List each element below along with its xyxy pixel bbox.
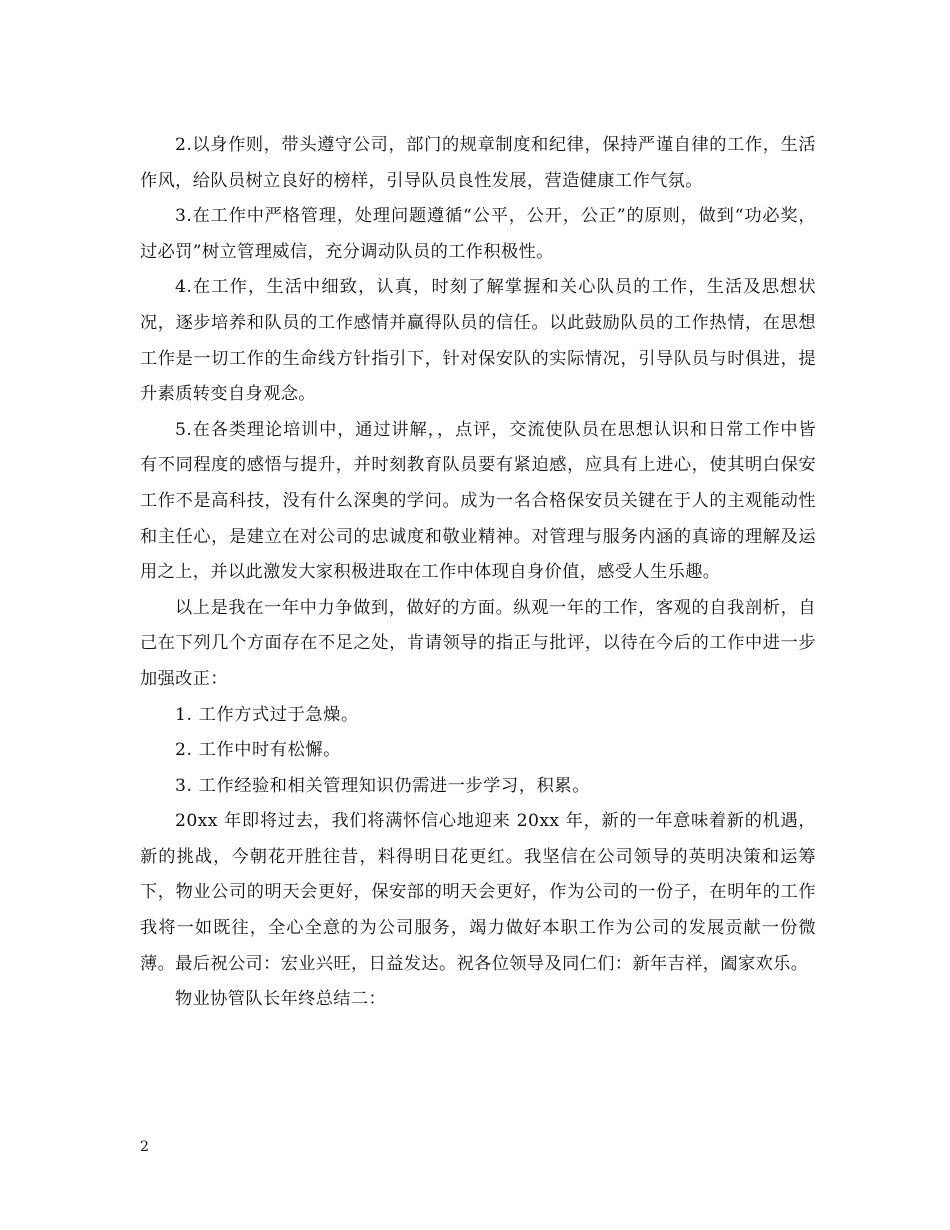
shortcoming-item-1: 1. 工作方式过于急燥。	[175, 704, 359, 725]
paragraph-item-4: 4.在工作，生活中细致，认真，时刻了解掌握和关心队员的工作，生活及思想状况，逐步培养和队员的工作感情并赢得队员的信任。以此鼓励队员的工作热情，在思想工作是一切工作的生命线方针指引下，针对保安队的实际情况，引导队员与时俱进，提升素质转变自身观念。	[140, 277, 816, 405]
shortcoming-item-2: 2. 工作中时有松懈。	[175, 740, 341, 761]
paragraph-item-5: 5.在各类理论培训中，通过讲解，，点评，交流使队员在思想认识和日常工作中皆有不同程度的感悟与提升，并时刻教育队员要有紧迫感，应具有上进心，使其明白保安工作不是高科技，没有什么深奥的学问。成为一名合格保安员关键在于人的主观能动性和主任心，是建立在对公司的忠诚度和敬业精神。对管理与服务内涵的真谛的理解及运用之上，并以此激发大家积极进取在工作中体现自身价值，感受人生乐趣。	[140, 419, 816, 583]
document-body	[140, 128, 816, 1018]
shortcoming-item-3: 3. 工作经验和相关管理知识仍需进一步学习，积累。	[175, 775, 590, 796]
paragraph-item-3: 3.在工作中严格管理，处理问题遵循“公平，公开，公正”的原则，做到“功必奖，过必罚”树立管理威信，充分调动队员的工作积极性。	[140, 206, 816, 262]
section-heading-summary-two: 物业协管队长年终总结二：	[175, 989, 387, 1010]
page-number: 2	[140, 1139, 149, 1155]
paragraph-closing: 20xx 年即将过去，我们将满怀信心地迎来 20xx 年，新的一年意味着新的机遇，新的挑战，今朝花开胜往昔，料得明日花更红。我坚信在公司领导的英明决策和运筹下，物业公司的明天会更好，保安部的明天会更好，作为公司的一份子，在明年的工作我将一如既往，全心全意的为公司服务，竭力做好本职工作为公司的发展贡献一份微薄。最后祝公司：宏业兴旺，日益发达。祝各位领导及同仁们：新年吉祥，阖家欢乐。	[140, 811, 816, 974]
paragraph-item-2: 2.以身作则，带头遵守公司，部门的规章制度和纪律，保持严谨自律的工作，生活作风，给队员树立良好的榜样，引导队员良性发展，营造健康工作气氛。	[140, 135, 816, 191]
paragraph-shortcomings-intro: 以上是我在一年中力争做到，做好的方面。纵观一年的工作，客观的自我剖析，自己在下列几个方面存在不足之处，肯请领导的指正与批评，以待在今后的工作中进一步加强改正：	[140, 597, 816, 689]
